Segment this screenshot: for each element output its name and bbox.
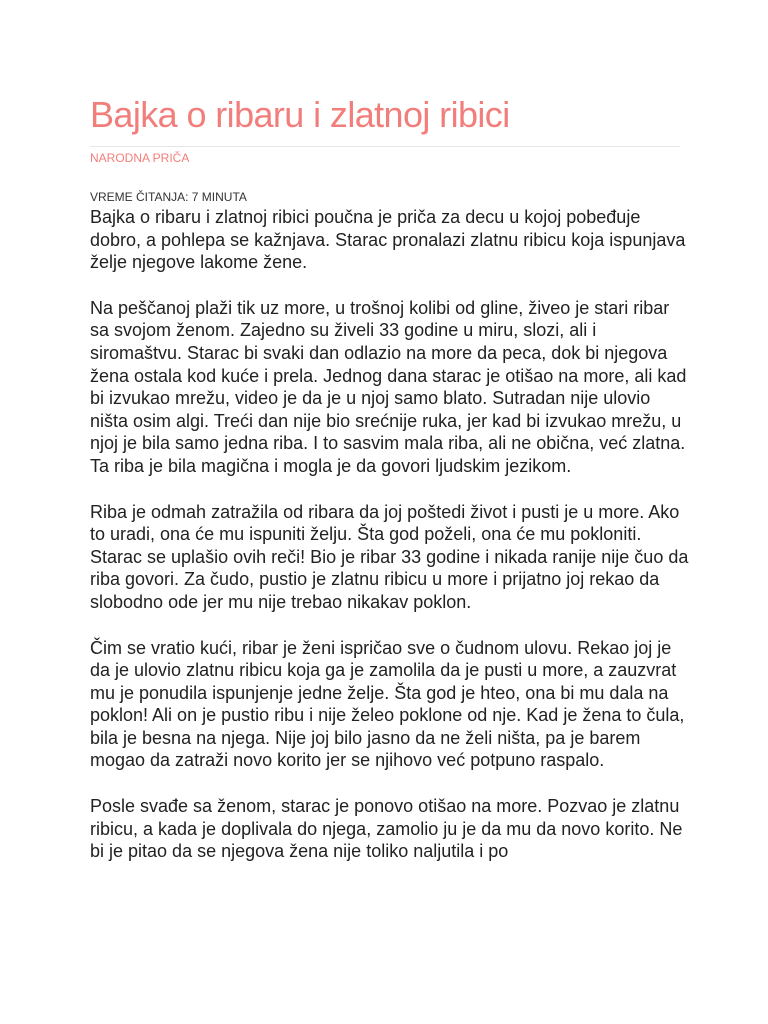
article-body xyxy=(90,206,690,863)
category-block xyxy=(90,146,680,173)
paragraph: Posle svađe sa ženom, starac je ponovo otišao na more. Pozvao je zlatnu ribicu, a kada je doplivala do njega, zamolio ju je da mu da novo korito. Ne bi je pitao da se njegova žena nije toliko naljutila i po xyxy=(90,796,683,862)
paragraph: Čim se vratio kući, ribar je ženi ispričao sve o čudnom ulovu. Rekao joj je da je ulovio zlatnu ribicu koja ga je zamolila da je pusti u more, a zauzvrat mu je ponudila ispunjenje jedne želje. Šta god je hteo, ona bi mu dala na poklon! Ali on je pustio ribu i nije želeo poklone od nje. Kad je žena to čula, bila je besna na njega. Nije joj bilo jasno da ne želi ništa, pa je barem mogao da zatraži novo korito jer se njihovo već potpuno raspalo. xyxy=(90,637,685,771)
title-divider xyxy=(90,146,680,147)
paragraph: Na peščanoj plaži tik uz more, u trošnoj kolibi od gline, živeo je stari ribar sa svojom ženom. Zajedno su živeli 33 godine u miru, slozi, ali i siromaštvu. Starac bi svaki dan odlazio na more da peca, dok bi njegova žena ostala kod kuće i prela. Jednog dana starac je otišao na more, ali kad bi izvukao mrežu, video je da je u njoj samo blato. Sutradan nije ulovio ništa osim algi. Treći dan nije bio srećnije ruka, jer kad bi izvukao mrežu, u njoj je bila samo jedna riba. I to sasvim mala riba, ali ne obična, već zlatna. Ta riba je bila magična i mogla je da govori ljudskim jezikom. xyxy=(90,297,687,476)
category-label: NARODNA PRIČA xyxy=(90,151,190,165)
reading-time: VREME ČITANJA: 7 MINUTA xyxy=(90,190,247,204)
paragraph: Bajka o ribaru i zlatnoj ribici poučna je priča za decu u kojoj pobeđuje dobro, a pohlepa se kažnjava. Starac pronalazi zlatnu ribicu koja ispunjava želje njegove lakome žene. xyxy=(90,207,686,273)
paragraph: Riba je odmah zatražila od ribara da joj poštedi život i pusti je u more. Ako to uradi, ona će mu ispuniti želju. Šta god poželi, ona će mu pokloniti. Starac se uplašio ovih reči! Bio je ribar 33 godine i nikada ranije nije čuo da riba govori. Za čudo, pustio je zlatnu ribicu u more i prijatno joj rekao da slobodno ode jer mu nije trebao nikakav poklon. xyxy=(90,501,689,612)
article-title: Bajka o ribaru i zlatnoj ribici xyxy=(90,94,510,135)
